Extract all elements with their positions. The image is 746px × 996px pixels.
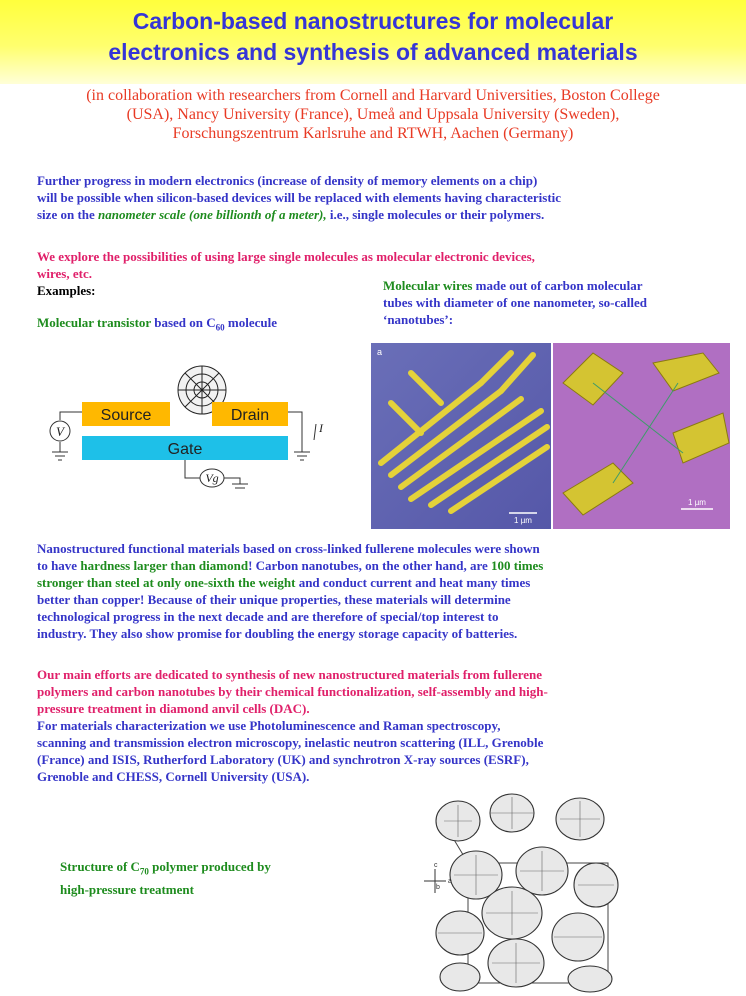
materials-line-2 (37, 557, 737, 574)
wires-caption-text: made out of carbon molecular (472, 278, 643, 293)
characterization-line-2: scanning and transmission electron microscopy, inelastic neutron scattering (ILL, Grenoble (37, 735, 544, 750)
fullerene-balls (436, 794, 618, 992)
v-label: V (56, 424, 64, 439)
explore-line-2: wires, etc. (37, 266, 92, 281)
characterization-paragraph (37, 717, 737, 785)
intro-line-3 (37, 206, 737, 223)
steel-highlight: stronger than steel at only one-sixth the weight (37, 575, 296, 590)
materials-text-3: and conduct current and heat many times (295, 575, 531, 590)
materials-text-2: ! Carbon nanotubes, on the other hand, are (248, 558, 492, 573)
intro-text-end: i.e., single molecules or their polymers. (326, 207, 545, 222)
wires-caption (383, 277, 723, 328)
collaboration-note (10, 86, 736, 143)
wires-caption-line-2: tubes with diameter of one nanometer, so-called (383, 295, 647, 310)
gate-label: Gate (167, 441, 203, 458)
hardness-highlight: hardness larger than diamond (80, 558, 249, 573)
wires-caption-line-1 (383, 277, 723, 294)
page-title (0, 6, 746, 68)
intro-text: size on the (37, 207, 99, 222)
title-line-2: electronics and synthesis of advanced materials (108, 39, 638, 65)
panel-a-label: a (377, 347, 383, 357)
structure-text: Structure of C (60, 859, 140, 874)
source-label: Source (100, 407, 152, 424)
axis-a-label: a (448, 878, 452, 885)
title-line-1: Carbon-based nanostructures for molecular (132, 8, 614, 34)
nanometer-scale-text: nanometer scale (one billionth of a meter), (98, 207, 327, 222)
materials-text: to have (37, 558, 81, 573)
transistor-caption-end: molecule (224, 315, 277, 330)
efforts-paragraph (37, 666, 737, 717)
characterization-line-3: (France) and ISIS, Rutherford Laboratory (UK) and synchrotron X-ray sources (ESRF), (37, 752, 529, 767)
characterization-line-4: Grenoble and CHESS, Cornell University (USA). (37, 769, 310, 784)
materials-line-6: industry. They also show promise for doubling the energy storage capacity of batteries. (37, 626, 518, 641)
axis-c-label: c (434, 862, 438, 869)
transistor-caption-text: based on C (150, 315, 216, 330)
collaboration-line-2: (USA), Nancy University (France), Umeå and Uppsala University (Sweden), (126, 106, 620, 123)
intro-line-2: will be possible when silicon-based devices will be replaced with elements having characteristic (37, 190, 562, 205)
c70-structure-diagram (420, 793, 630, 993)
nanotube-photo-a (371, 343, 551, 529)
materials-line-5: technological progress in the next decade and are therefore of special/top interest to (37, 609, 499, 624)
transistor-caption-title: Molecular transistor (37, 315, 151, 330)
c60-subscript: 60 (215, 322, 225, 333)
wires-caption-line-3: ‘nanotubes’: (383, 312, 454, 327)
axis-indicator (424, 869, 446, 893)
materials-line-1: Nanostructured functional materials based on cross-linked fullerene molecules were shown (37, 541, 540, 556)
structure-caption (60, 858, 380, 898)
structure-text-end: polymer produced by (148, 859, 271, 874)
drain-label: Drain (230, 407, 270, 424)
voltmeter-vg-icon (200, 469, 224, 487)
intro-paragraph (37, 172, 737, 223)
materials-line-4: better than copper! Because of their unique properties, these materials will determine (37, 592, 511, 607)
efforts-line-2: polymers and carbon nanotubes by their chemical functionalization, self-assembly and high- (37, 684, 548, 699)
scale-label-2: 1 µm (688, 498, 706, 507)
vg-label: Vg (205, 471, 219, 485)
voltmeter-v-icon (50, 421, 70, 441)
materials-paragraph (37, 540, 737, 642)
efforts-line-3: pressure treatment in diamond anvil cells (DAC). (37, 701, 310, 716)
transistor-diagram (40, 360, 330, 500)
examples-label: Examples: (37, 283, 96, 298)
structure-caption-line-1 (60, 858, 380, 881)
transistor-caption (37, 314, 277, 337)
scale-label-1: 1 µm (514, 516, 532, 525)
wires-caption-title: Molecular wires (383, 278, 473, 293)
nanotube-photo-b (553, 343, 730, 529)
structure-caption-line-2: high-pressure treatment (60, 881, 194, 897)
axis-b-label: b (436, 884, 440, 891)
intro-line-1: Further progress in modern electronics (increase of density of memory elements on a chip) (37, 173, 538, 188)
materials-line-3 (37, 574, 737, 591)
c70-subscript: 70 (139, 866, 149, 877)
efforts-line-1: Our main efforts are dedicated to synthesis of new nanostructured materials from fullerene (37, 667, 543, 682)
collaboration-line-1: (in collaboration with researchers from Cornell and Harvard Universities, Boston College (86, 87, 660, 104)
explore-line-1: We explore the possibilities of using large single molecules as molecular electronic devices, (37, 249, 535, 264)
strength-highlight: 100 times (491, 558, 544, 573)
collaboration-line-3: Forschungszentrum Karlsruhe and RTWH, Aachen (Germany) (172, 125, 574, 142)
current-label: I (319, 421, 323, 435)
characterization-line-1: For materials characterization we use Photoluminescence and Raman spectroscopy, (37, 718, 501, 733)
